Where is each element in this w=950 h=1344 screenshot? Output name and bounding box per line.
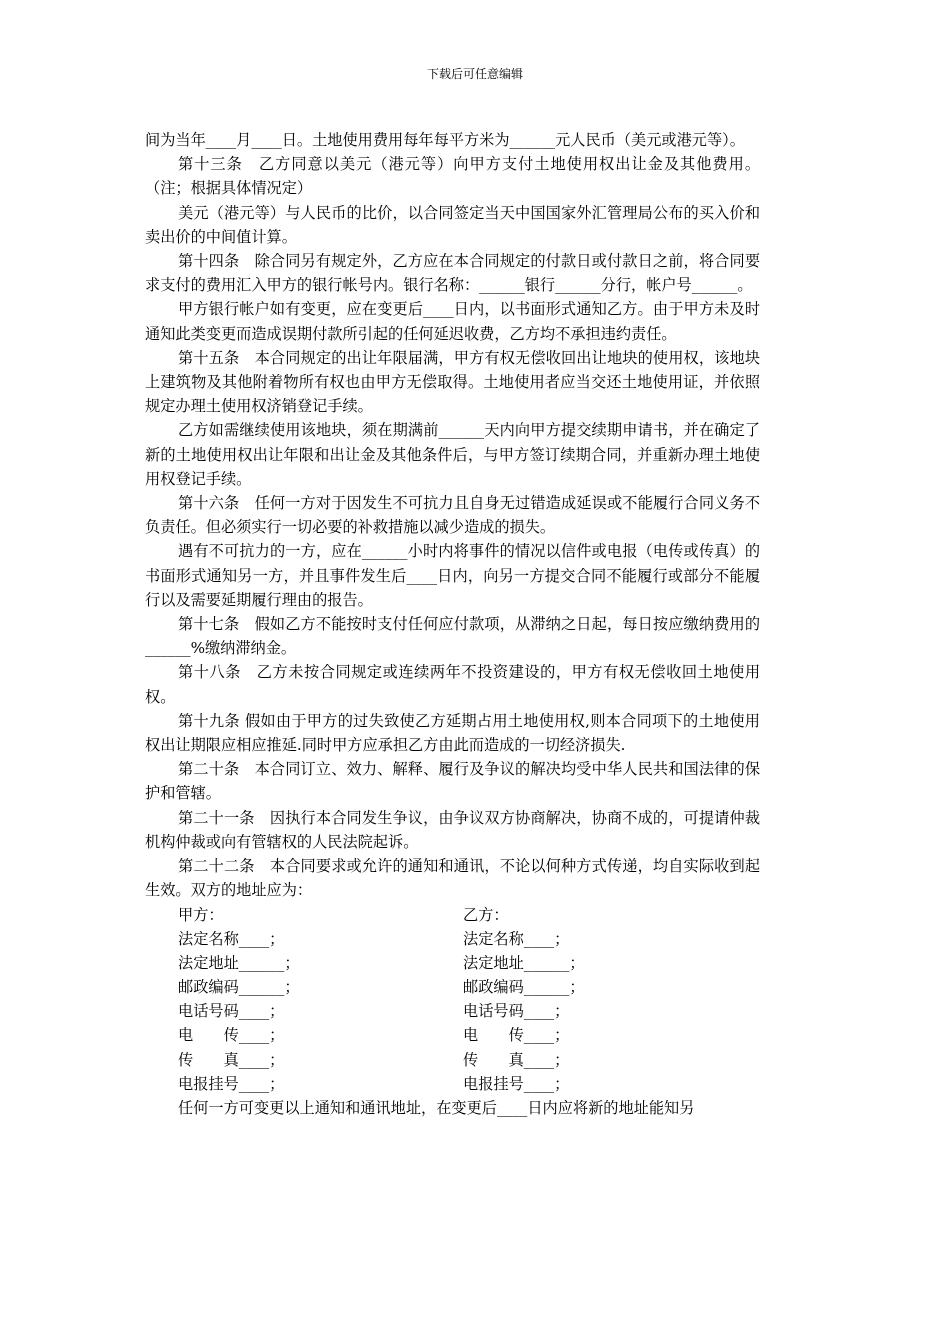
paragraph-article-17: 第十七条 假如乙方不能按时支付任何应付款项，从滞纳之日起，每日按应缴纳费用的______%缴纳滞纳金。	[145, 615, 760, 658]
party-a-cable: 电报挂号____；	[178, 1074, 285, 1093]
address-block	[145, 903, 760, 1097]
paragraph-article-19: 第十九条 假如由于甲方的过失致使乙方延期占用土地使用权,则本合同项下的土地使用权出让期限应相应推延.同时甲方应承担乙方由此而造成的一切经济损失.	[145, 711, 760, 755]
paragraph-article-22: 第二十二条 本合同要求或允许的通知和通讯，不论以何种方式传递，均自实际收到起生效。双方的地址应为：	[145, 857, 760, 900]
page-header: 下载后可任意编辑	[426, 67, 523, 81]
address-row	[145, 927, 760, 951]
paragraph-bank-account-change: 甲方银行帐户如有变更，应在变更后____日内，以书面形式通知乙方。由于甲方未及时通知此类变更而造成误期付款所引起的任何延迟收费，乙方均不承担违约责任。	[145, 300, 760, 343]
contract-body	[145, 128, 760, 1120]
party-a-postal-code: 邮政编码______；	[178, 978, 300, 997]
paragraph-article-16: 第十六条 任何一方对于因发生不可抗力且自身无过错造成延误或不能履行合同义务不负责任。但必须实行一切必要的补救措施以减少造成的损失。	[145, 494, 760, 537]
party-a-fax: 传 真____；	[178, 1050, 285, 1069]
party-a-telex: 电 传____；	[178, 1026, 285, 1045]
paragraph-renewal: 乙方如需继续使用该地块，须在期满前______天内向甲方提交续期申请书，并在确定了新的土地使用权出让年限和出让金及其他条件后，与甲方签订续期合同，并重新办理土地使用权登记手续。	[145, 421, 760, 488]
party-b-cable: 电报挂号____；	[463, 1074, 570, 1093]
party-b-telex: 电 传____；	[463, 1026, 570, 1045]
party-b-legal-name: 法定名称____；	[463, 929, 570, 948]
paragraph-exchange-rate: 美元（港元等）与人民币的比价，以合同签定当天中国国家外汇管理局公布的买入价和卖出价的中间值计算。	[145, 203, 760, 246]
address-row	[145, 975, 760, 999]
paragraph-article-15: 第十五条 本合同规定的出让年限届满，甲方有权无偿收回出让地块的使用权，该地块上建筑物及其他附着物所有权也由甲方无偿取得。土地使用者应当交还土地使用证，并依照规定办理土使用权济销登记手续。	[145, 348, 760, 416]
paragraph-article-21: 第二十一条 因执行本合同发生争议，由争议双方协商解决，协商不成的，可提请仲裁机构仲裁或向有管辖权的人民法院起诉。	[145, 808, 760, 851]
paragraph-article-13: 第十三条 乙方同意以美元（港元等）向甲方支付土地使用权出让金及其他费用。（注；根据具体情况定）	[145, 155, 760, 198]
party-b-postal-code: 邮政编码______；	[463, 978, 585, 997]
paragraph-article-14: 第十四条 除合同另有规定外，乙方应在本合同规定的付款日或付款日之前，将合同要求支付的费用汇入甲方的银行帐号内。银行名称：______银行______分行，帐户号______。	[145, 252, 760, 295]
party-b-heading: 乙方：	[463, 905, 509, 924]
address-row	[145, 951, 760, 975]
party-b-legal-address: 法定地址______；	[463, 953, 585, 972]
paragraph-address-change: 任何一方可变更以上通知和通讯地址，在变更后____日内应将新的地址能知另	[178, 1099, 695, 1117]
party-a-phone: 电话号码____；	[178, 1002, 285, 1021]
party-b-phone: 电话号码____；	[463, 1002, 570, 1021]
address-row	[145, 1072, 760, 1096]
address-row	[145, 1048, 760, 1072]
paragraph-article-20: 第二十条 本合同订立、效力、解释、履行及争议的解决均受中华人民共和国法律的保护和管辖。	[145, 760, 760, 803]
party-a-legal-address: 法定地址______；	[178, 953, 300, 972]
paragraph-force-majeure-notice: 遇有不可抗力的一方，应在______小时内将事件的情况以信件或电报（电传或传真）的书面形式通知另一方，并且事件发生后____日内，向另一方提交合同不能履行或部分不能履行以及需要延期履行理由的报告。	[145, 542, 760, 609]
party-b-fax: 传 真____；	[463, 1050, 570, 1069]
address-row	[145, 1023, 760, 1047]
address-row	[145, 903, 760, 927]
party-a-legal-name: 法定名称____；	[178, 929, 285, 948]
paragraph-term-period: 间为当年____月____日。土地使用费用每年每平方米为______元人民币（美元或港元等）。	[145, 131, 745, 149]
party-a-heading: 甲方：	[178, 905, 224, 924]
address-row	[145, 999, 760, 1023]
paragraph-article-18: 第十八条 乙方未按合同规定或连续两年不投资建设的，甲方有权无偿收回土地使用权。	[145, 663, 760, 706]
